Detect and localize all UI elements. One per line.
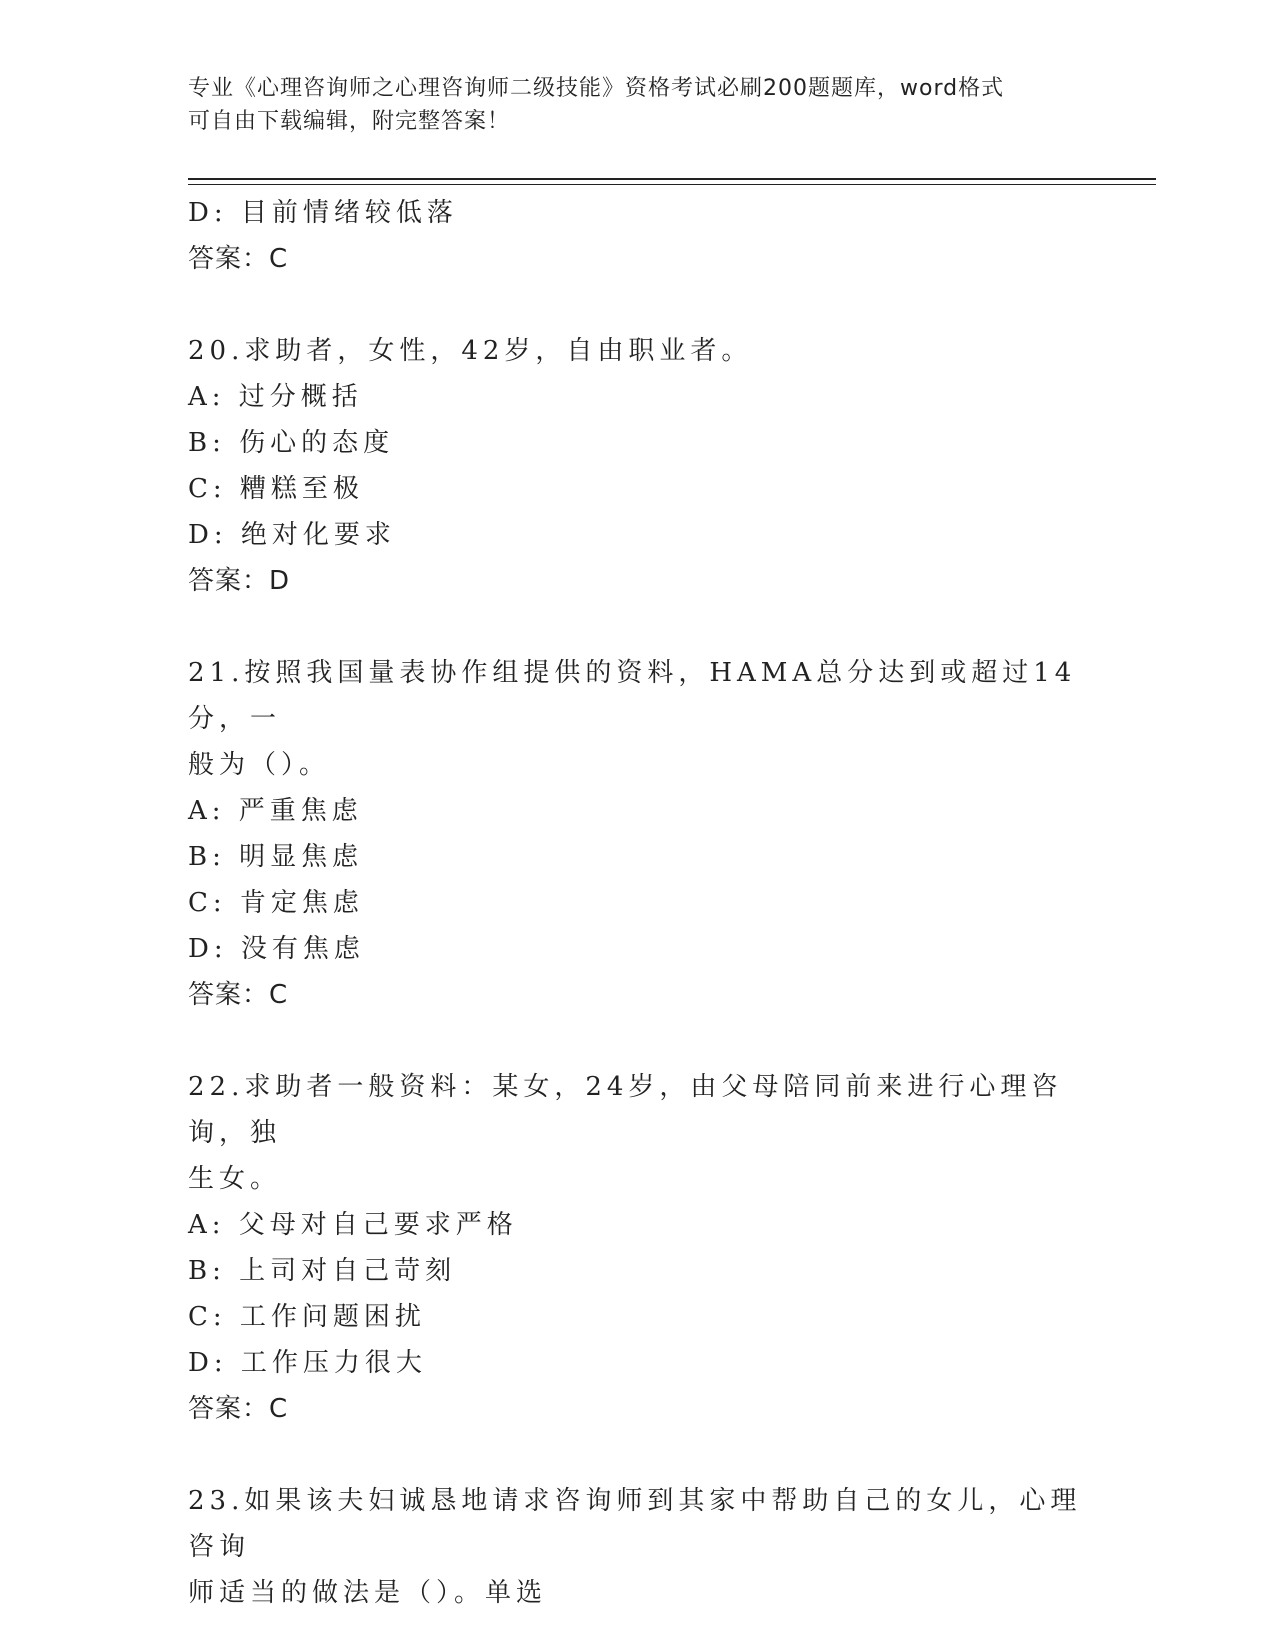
answer: 答案：C <box>188 244 289 274</box>
option-d: D: 绝对化要求 <box>188 520 396 550</box>
question-stem-line-1: 22.求助者一般资料：某女，24岁，由父母陪同前来进行心理咨询，独 <box>188 1072 1063 1148</box>
option-d: D: 没有焦虑 <box>188 934 365 964</box>
question-stem: 20.求助者，女性，42岁，自由职业者。 <box>188 336 753 366</box>
answer: 答案：C <box>188 1394 289 1424</box>
option-b: B: 上司对自己苛刻 <box>188 1256 457 1286</box>
spacer <box>188 604 1088 650</box>
header-line-2: 可自由下载编辑，附完整答案！ <box>188 109 511 134</box>
question-stem-line-1: 21.按照我国量表协作组提供的资料，HAMA总分达到或超过14分，一 <box>188 658 1077 734</box>
answer: 答案：C <box>188 980 289 1010</box>
spacer <box>188 1018 1088 1064</box>
spacer <box>188 282 1088 328</box>
question-stem-line-2: 般为（）。 <box>188 750 331 780</box>
option-b: B: 伤心的态度 <box>188 428 395 458</box>
question-stem-line-1: 23.如果该夫妇诚恳地请求咨询师到其家中帮助自己的女儿，心理咨询 <box>188 1486 1082 1562</box>
option-c: C: 糟糕至极 <box>188 474 364 504</box>
option-c: C: 肯定焦虑 <box>188 888 364 918</box>
answer: 答案：D <box>188 566 291 596</box>
option-b: B: 明显焦虑 <box>188 842 364 872</box>
header-rule-thin <box>188 184 1156 185</box>
header-rule-thick <box>188 178 1156 180</box>
option-a: A: 严重焦虑 <box>188 796 363 826</box>
option-a: A: 过分概括 <box>188 382 363 412</box>
question-21 <box>188 650 1088 1018</box>
question-20 <box>188 328 1088 604</box>
option-d: D: 工作压力很大 <box>188 1348 427 1378</box>
question-stem-line-2: 生女。 <box>188 1164 282 1194</box>
document-header <box>188 72 1088 138</box>
document-body <box>188 190 1088 1616</box>
option-a: A: 父母对自己要求严格 <box>188 1210 518 1240</box>
question-stem-line-2: 师适当的做法是（）。单选 <box>188 1578 548 1608</box>
option-c: C: 工作问题困扰 <box>188 1302 426 1332</box>
question-23 <box>188 1478 1088 1616</box>
spacer <box>188 1432 1088 1478</box>
option-d: D: 目前情绪较低落 <box>188 198 458 228</box>
question-22 <box>188 1064 1088 1432</box>
header-line-1: 专业《心理咨询师之心理咨询师二级技能》资格考试必刷200题题库，word格式 <box>188 76 1005 101</box>
